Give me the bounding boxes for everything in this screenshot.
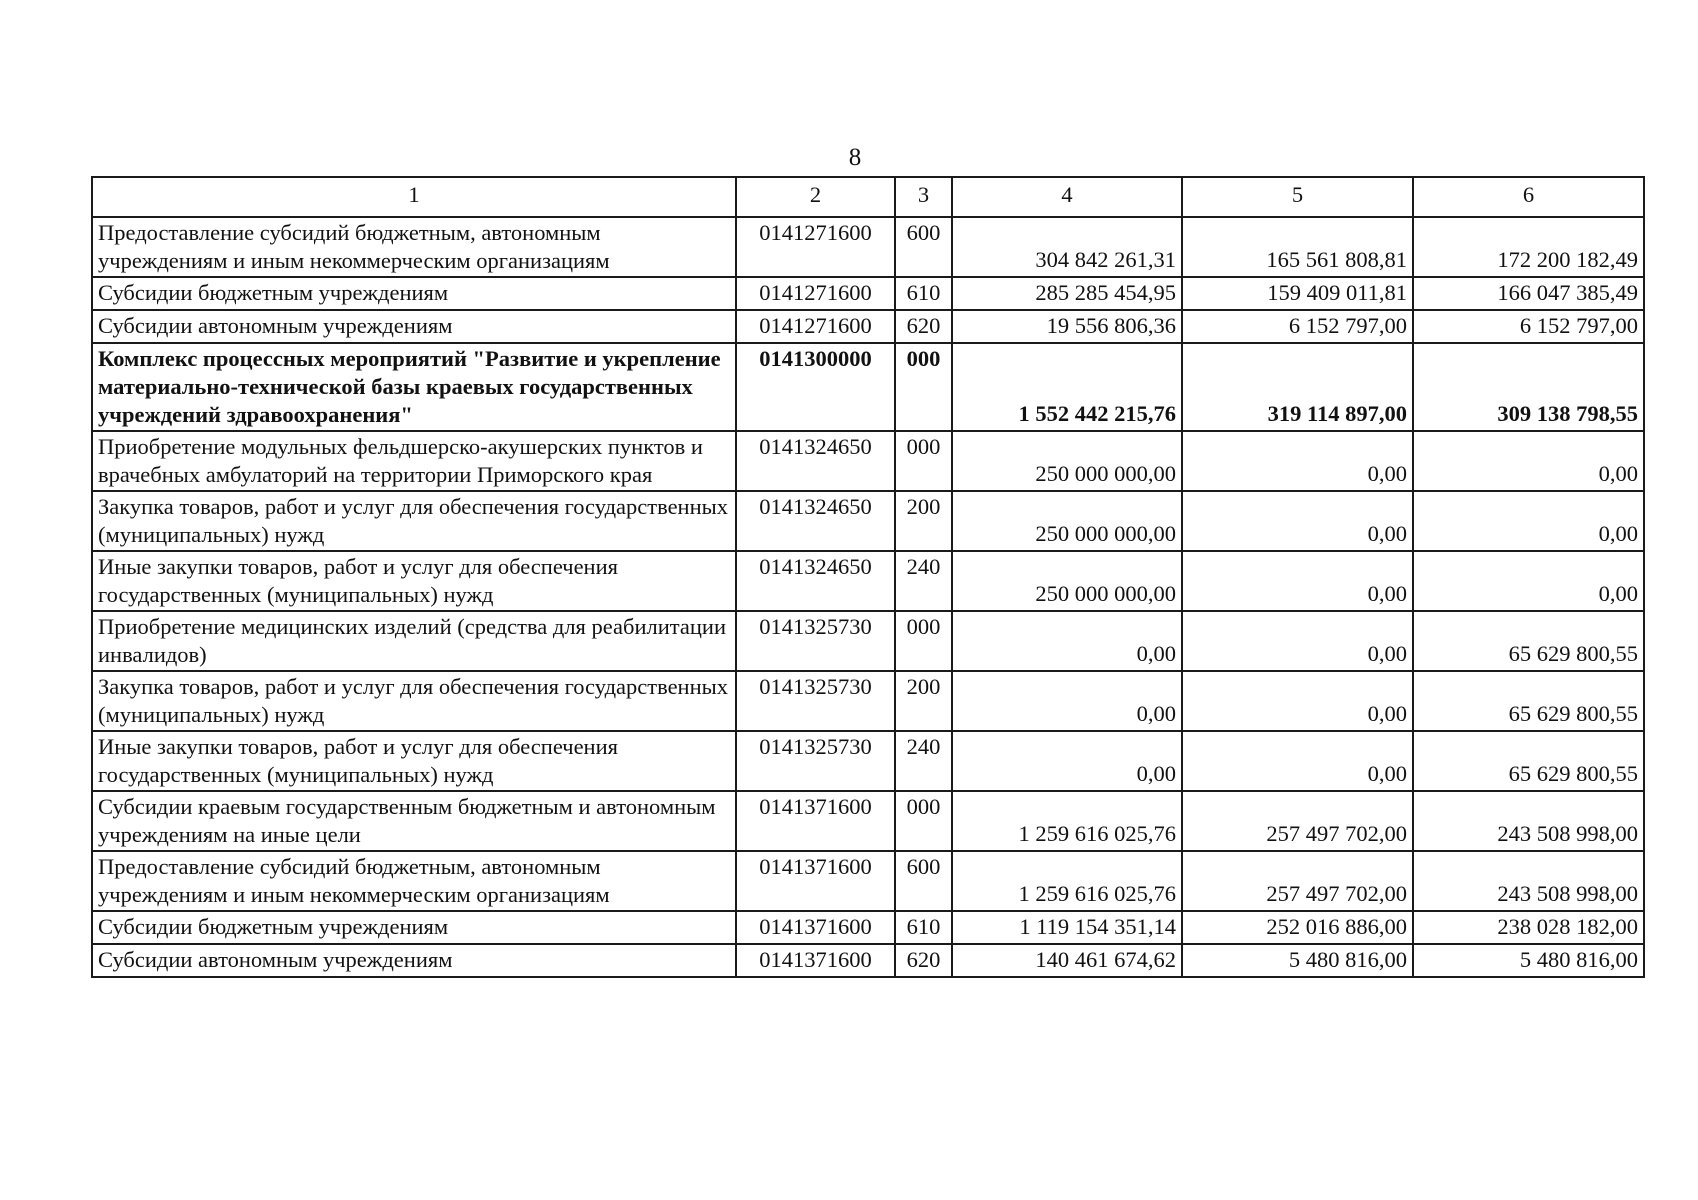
amount-col5-cell: 159 409 011,81 (1182, 277, 1413, 310)
amount-col4-cell: 19 556 806,36 (952, 310, 1182, 343)
row-name-cell: Субсидии автономным учреждениям (92, 310, 736, 343)
amount-col5-cell: 5 480 816,00 (1182, 944, 1413, 977)
table-row (92, 551, 1644, 611)
expense-type-cell: 000 (895, 343, 952, 431)
amount-col5-cell: 0,00 (1182, 611, 1413, 671)
table-row (92, 431, 1644, 491)
row-name-cell: Комплекс процессных мероприятий "Развитие и укрепление материально-технической базы краевых государственных учреждений здравоохранения" (92, 343, 736, 431)
amount-col6-cell: 5 480 816,00 (1413, 944, 1644, 977)
amount-col4-cell: 0,00 (952, 611, 1182, 671)
target-code-cell: 0141324650 (736, 431, 895, 491)
amount-col5-cell: 6 152 797,00 (1182, 310, 1413, 343)
target-code-cell: 0141371600 (736, 851, 895, 911)
amount-col6-cell: 0,00 (1413, 431, 1644, 491)
table-row (92, 791, 1644, 851)
expense-type-cell: 620 (895, 310, 952, 343)
amount-col6-cell: 166 047 385,49 (1413, 277, 1644, 310)
expense-type-cell: 000 (895, 791, 952, 851)
table-row (92, 911, 1644, 944)
row-name-cell: Субсидии бюджетным учреждениям (92, 911, 736, 944)
amount-col4-cell: 285 285 454,95 (952, 277, 1182, 310)
target-code-cell: 0141271600 (736, 277, 895, 310)
expense-type-cell: 240 (895, 551, 952, 611)
amount-col5-cell: 319 114 897,00 (1182, 343, 1413, 431)
expense-type-cell: 000 (895, 431, 952, 491)
amount-col6-cell: 6 152 797,00 (1413, 310, 1644, 343)
amount-col4-cell: 1 259 616 025,76 (952, 791, 1182, 851)
target-code-cell: 0141271600 (736, 217, 895, 277)
amount-col6-cell: 309 138 798,55 (1413, 343, 1644, 431)
table-row (92, 731, 1644, 791)
amount-col6-cell: 65 629 800,55 (1413, 671, 1644, 731)
amount-col5-cell: 0,00 (1182, 551, 1413, 611)
expense-type-cell: 600 (895, 851, 952, 911)
target-code-cell: 0141300000 (736, 343, 895, 431)
amount-col5-cell: 0,00 (1182, 671, 1413, 731)
expense-type-cell: 000 (895, 611, 952, 671)
table-row (92, 944, 1644, 977)
row-name-cell: Закупка товаров, работ и услуг для обеспечения государственных (муниципальных) нужд (92, 491, 736, 551)
row-name-cell: Предоставление субсидий бюджетным, автономным учреждениям и иным некоммерческим организациям (92, 217, 736, 277)
amount-col4-cell: 140 461 674,62 (952, 944, 1182, 977)
target-code-cell: 0141325730 (736, 671, 895, 731)
column-number: 3 (895, 177, 952, 217)
amount-col6-cell: 65 629 800,55 (1413, 731, 1644, 791)
target-code-cell: 0141325730 (736, 731, 895, 791)
target-code-cell: 0141324650 (736, 551, 895, 611)
expense-type-cell: 620 (895, 944, 952, 977)
amount-col4-cell: 1 552 442 215,76 (952, 343, 1182, 431)
amount-col4-cell: 0,00 (952, 731, 1182, 791)
column-number: 2 (736, 177, 895, 217)
amount-col5-cell: 0,00 (1182, 491, 1413, 551)
table-row (92, 851, 1644, 911)
column-number: 1 (92, 177, 736, 217)
expense-type-cell: 200 (895, 491, 952, 551)
amount-col6-cell: 172 200 182,49 (1413, 217, 1644, 277)
row-name-cell: Субсидии автономным учреждениям (92, 944, 736, 977)
table-row (92, 277, 1644, 310)
target-code-cell: 0141371600 (736, 791, 895, 851)
amount-col6-cell: 0,00 (1413, 551, 1644, 611)
amount-col5-cell: 0,00 (1182, 731, 1413, 791)
amount-col4-cell: 250 000 000,00 (952, 431, 1182, 491)
column-number: 5 (1182, 177, 1413, 217)
target-code-cell: 0141325730 (736, 611, 895, 671)
row-name-cell: Приобретение модульных фельдшерско-акушерских пунктов и врачебных амбулаторий на территории Приморского края (92, 431, 736, 491)
row-name-cell: Иные закупки товаров, работ и услуг для обеспечения государственных (муниципальных) нужд (92, 731, 736, 791)
amount-col4-cell: 250 000 000,00 (952, 491, 1182, 551)
expense-type-cell: 610 (895, 911, 952, 944)
amount-col6-cell: 238 028 182,00 (1413, 911, 1644, 944)
row-name-cell: Предоставление субсидий бюджетным, автономным учреждениям и иным некоммерческим организациям (92, 851, 736, 911)
amount-col4-cell: 304 842 261,31 (952, 217, 1182, 277)
amount-col4-cell: 250 000 000,00 (952, 551, 1182, 611)
amount-col6-cell: 0,00 (1413, 491, 1644, 551)
page-number: 8 (848, 144, 862, 171)
table-row (92, 491, 1644, 551)
table-row (92, 310, 1644, 343)
table-row (92, 217, 1644, 277)
table-row (92, 611, 1644, 671)
target-code-cell: 0141371600 (736, 944, 895, 977)
row-name-cell: Субсидии краевым государственным бюджетным и автономным учреждениям на иные цели (92, 791, 736, 851)
column-number: 6 (1413, 177, 1644, 217)
column-number-row (92, 177, 1644, 217)
target-code-cell: 0141271600 (736, 310, 895, 343)
table-row (92, 343, 1644, 431)
row-name-cell: Субсидии бюджетным учреждениям (92, 277, 736, 310)
amount-col5-cell: 257 497 702,00 (1182, 851, 1413, 911)
budget-table (91, 176, 1645, 978)
amount-col5-cell: 165 561 808,81 (1182, 217, 1413, 277)
expense-type-cell: 600 (895, 217, 952, 277)
column-number: 4 (952, 177, 1182, 217)
row-name-cell: Иные закупки товаров, работ и услуг для обеспечения государственных (муниципальных) нужд (92, 551, 736, 611)
amount-col6-cell: 65 629 800,55 (1413, 611, 1644, 671)
amount-col5-cell: 257 497 702,00 (1182, 791, 1413, 851)
expense-type-cell: 200 (895, 671, 952, 731)
amount-col6-cell: 243 508 998,00 (1413, 851, 1644, 911)
amount-col5-cell: 0,00 (1182, 431, 1413, 491)
amount-col4-cell: 0,00 (952, 671, 1182, 731)
amount-col4-cell: 1 259 616 025,76 (952, 851, 1182, 911)
amount-col4-cell: 1 119 154 351,14 (952, 911, 1182, 944)
amount-col5-cell: 252 016 886,00 (1182, 911, 1413, 944)
expense-type-cell: 610 (895, 277, 952, 310)
table-row (92, 671, 1644, 731)
amount-col6-cell: 243 508 998,00 (1413, 791, 1644, 851)
row-name-cell: Закупка товаров, работ и услуг для обеспечения государственных (муниципальных) нужд (92, 671, 736, 731)
target-code-cell: 0141371600 (736, 911, 895, 944)
target-code-cell: 0141324650 (736, 491, 895, 551)
expense-type-cell: 240 (895, 731, 952, 791)
row-name-cell: Приобретение медицинских изделий (средства для реабилитации инвалидов) (92, 611, 736, 671)
